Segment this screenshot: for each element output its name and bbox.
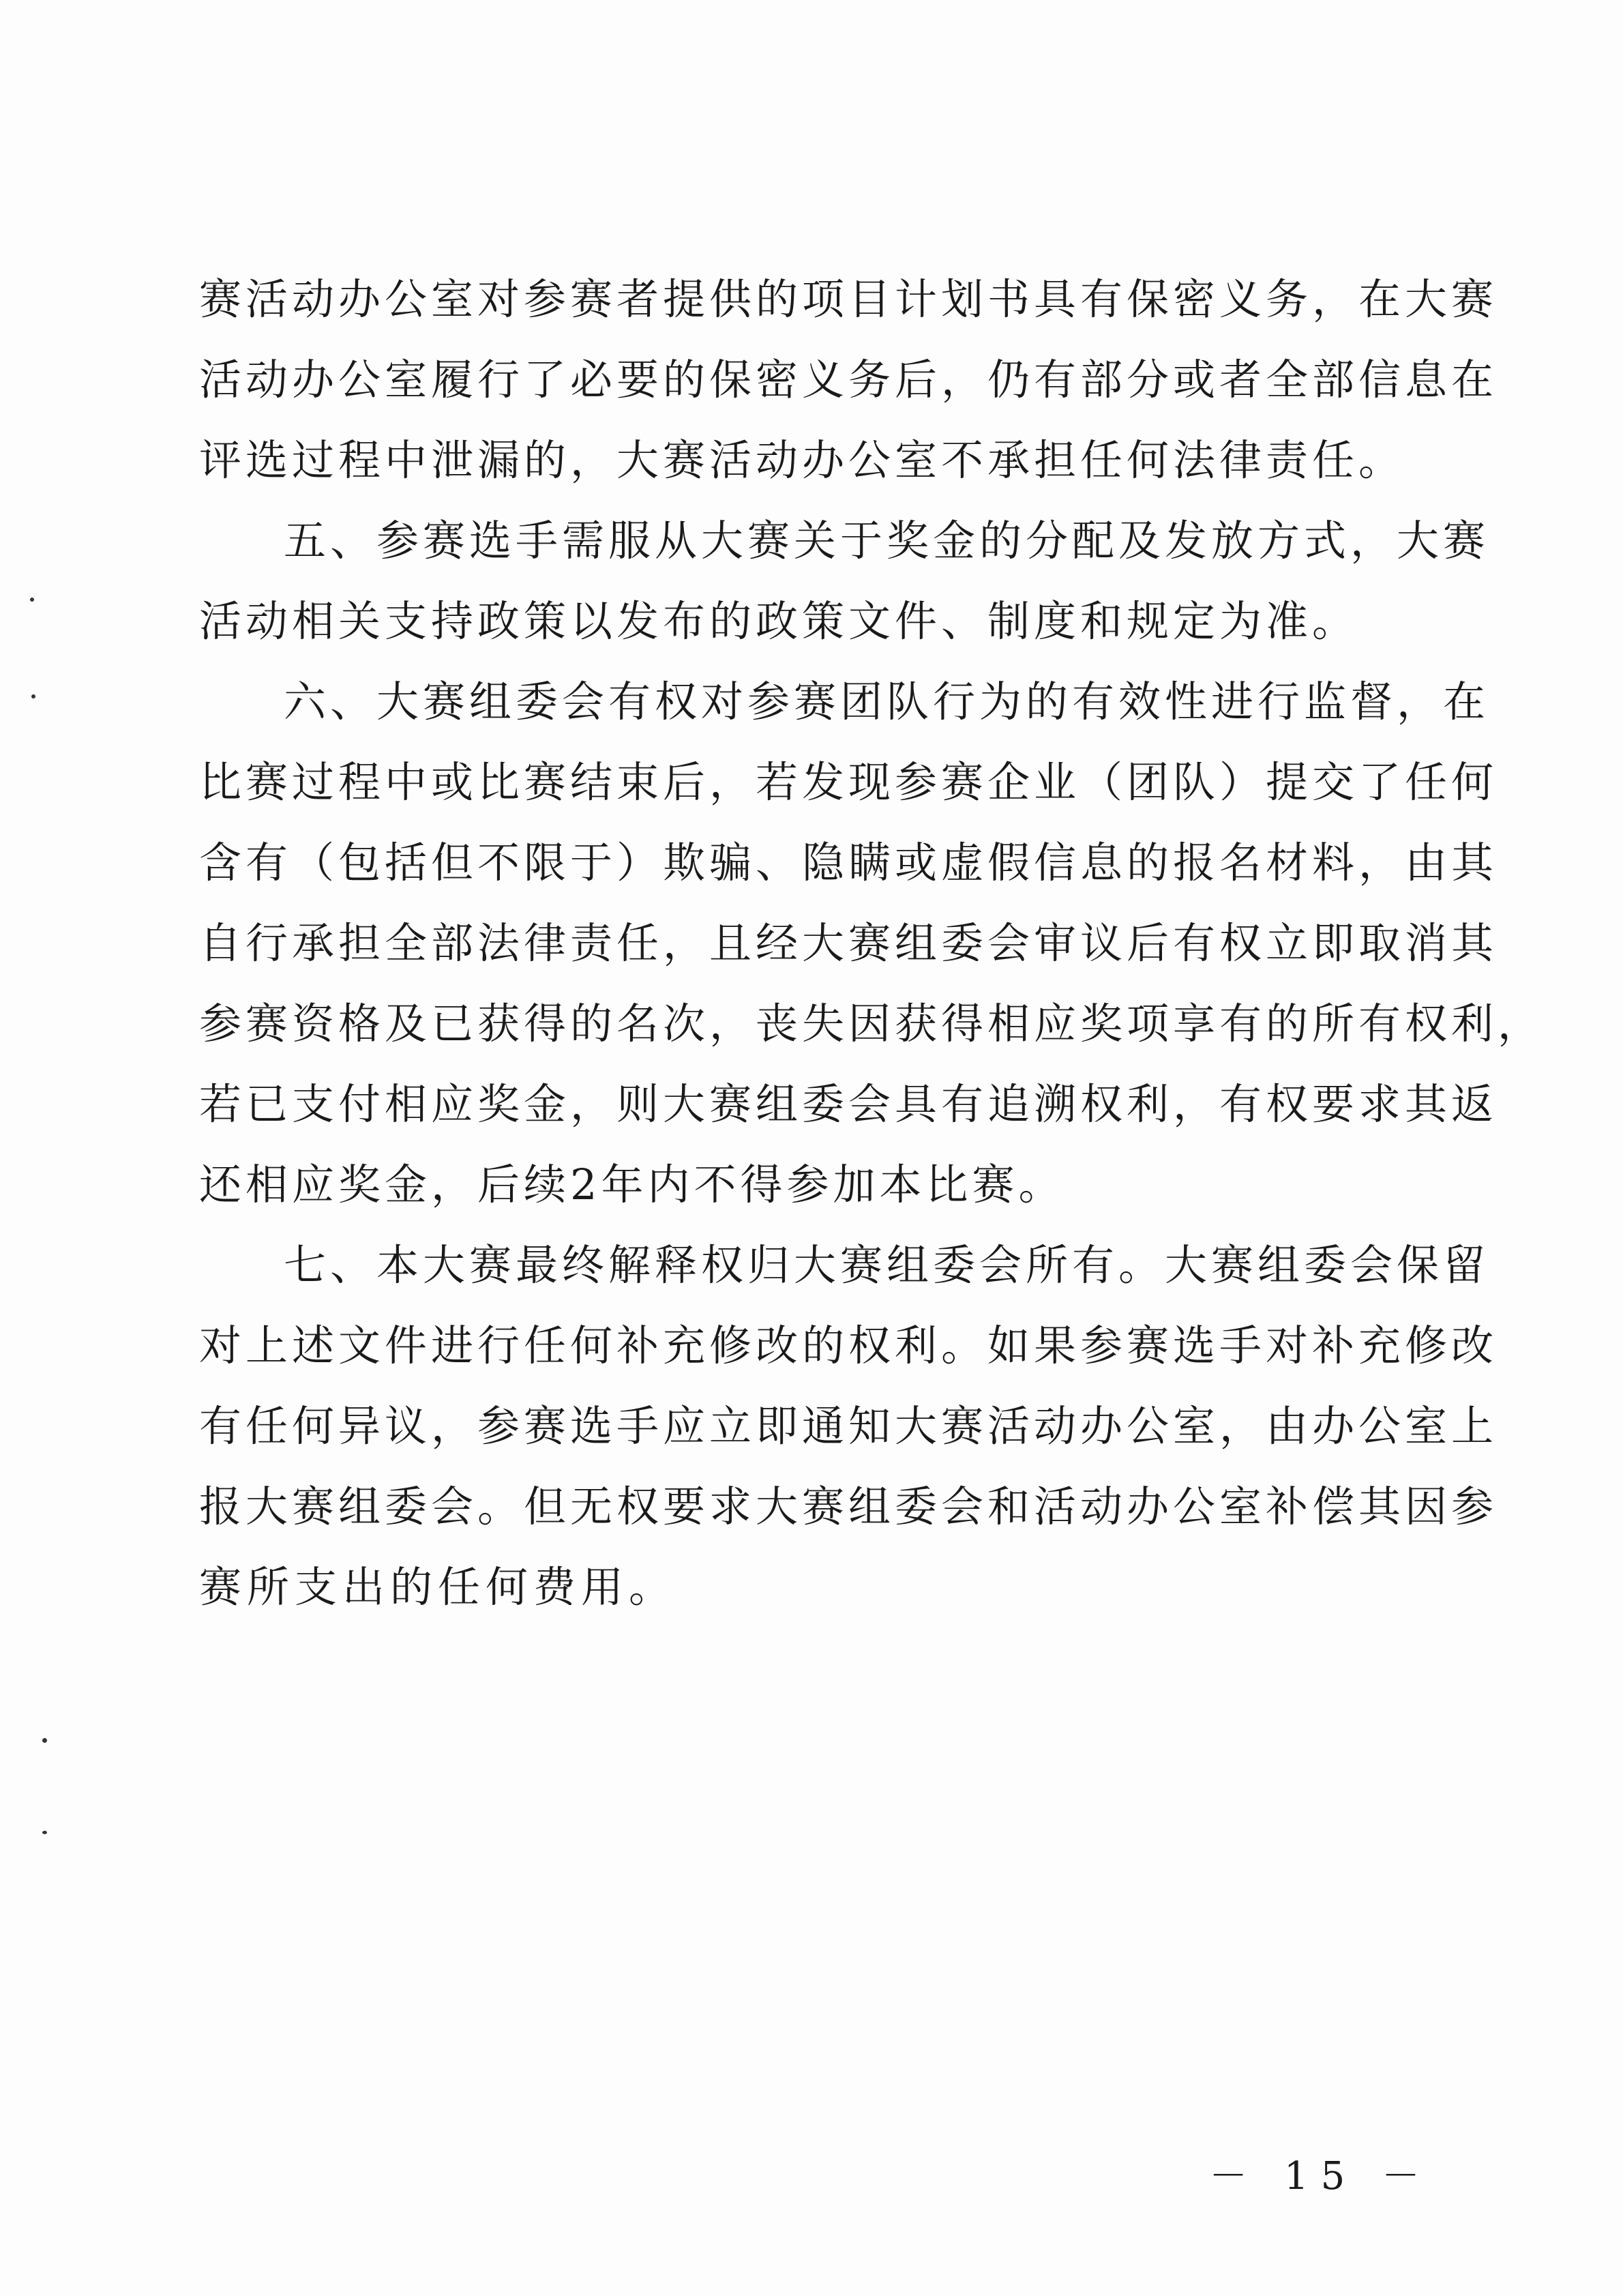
scan-speck bbox=[30, 598, 34, 602]
text-line: 若已支付相应奖金，则大赛组委会具有追溯权利，有权要求其返 bbox=[199, 1079, 1498, 1129]
text-line: 报大赛组委会。但无权要求大赛组委会和活动办公室补偿其因参 bbox=[199, 1482, 1498, 1531]
paragraph-item-6 bbox=[199, 662, 1545, 1225]
document-body bbox=[199, 259, 1545, 1628]
text-line: 赛所支出的任何费用。 bbox=[199, 1562, 677, 1612]
paragraph-item-5 bbox=[199, 501, 1490, 662]
paragraph-item-7 bbox=[199, 1225, 1498, 1628]
text-line: 活动相关支持政策以发布的政策文件、制度和规定为准。 bbox=[199, 596, 1359, 646]
text-line: 六、大赛组委会有权对参赛团队行为的有效性进行监督，在 bbox=[284, 677, 1490, 726]
text-line: 自行承担全部法律责任，且经大赛组委会审议后有权立即取消其 bbox=[199, 918, 1498, 968]
text-line: 比赛过程中或比赛结束后，若发现参赛企业（团队）提交了任何 bbox=[199, 757, 1498, 807]
scan-speck bbox=[31, 694, 35, 698]
text-line: 有任何异议，参赛选手应立即通知大赛活动办公室，由办公室上 bbox=[199, 1401, 1498, 1451]
text-line: 还相应奖金，后续2年内不得参加本比赛。 bbox=[199, 1160, 1065, 1209]
paragraph-continuation bbox=[199, 259, 1498, 501]
text-line: 五、参赛选手需服从大赛关于奖金的分配及发放方式，大赛 bbox=[284, 516, 1490, 565]
text-line: 参赛资格及已获得的名次，丧失因获得相应奖项享有的所有权利， bbox=[199, 999, 1545, 1048]
text-line: 对上述文件进行任何补充修改的权利。如果参赛选手对补充修改 bbox=[199, 1321, 1498, 1370]
text-line: 七、本大赛最终解释权归大赛组委会所有。大赛组委会保留 bbox=[284, 1240, 1490, 1290]
page-number: － 15 － bbox=[1209, 2154, 1432, 2198]
text-line: 活动办公室履行了必要的保密义务后，仍有部分或者全部信息在 bbox=[199, 355, 1498, 404]
text-line: 赛活动办公室对参赛者提供的项目计划书具有保密义务，在大赛 bbox=[199, 274, 1498, 324]
text-line: 评选过程中泄漏的，大赛活动办公室不承担任何法律责任。 bbox=[199, 435, 1405, 485]
text-line: 含有（包括但不限于）欺骗、隐瞒或虚假信息的报名材料，由其 bbox=[199, 838, 1498, 887]
scan-speck bbox=[42, 1738, 47, 1743]
scan-speck bbox=[42, 1831, 47, 1834]
